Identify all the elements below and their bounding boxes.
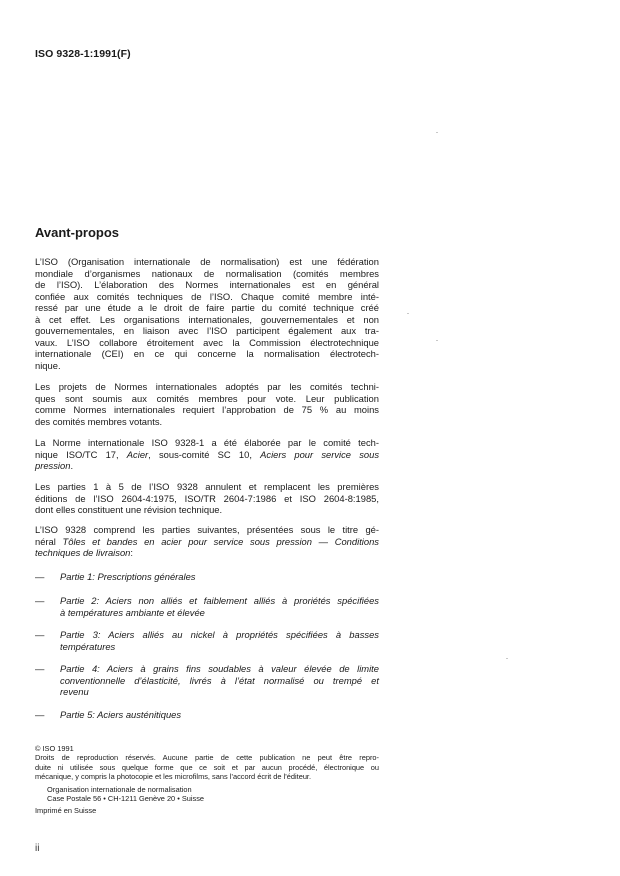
- text-line: L’ISO (Organisation internationale de normalisation) est une fédération: [35, 256, 379, 267]
- text-run-italic: Aciers pour service sous: [260, 448, 380, 460]
- text-run: nique ISO/TC 17,: [35, 448, 127, 460]
- text-line: éditions de l’ISO 2604-4:1975, ISO/TR 2604-7:1986 et ISO 2604-8:1985,: [35, 492, 379, 504]
- text-line: revenu: [60, 686, 89, 698]
- text-line: à températures ambiante et élevée: [60, 606, 205, 618]
- text-line: Partie 5: Aciers austénitiques: [60, 709, 182, 720]
- text-line: [35, 547, 379, 559]
- paragraph-supersedes: [35, 481, 379, 516]
- text-line: vaux. L’ISO collabore étroitement avec la Commission électrotechnique: [35, 336, 379, 348]
- text-line: La Norme internationale ISO 9328-1 a été élaborée par le comité tech-: [35, 437, 379, 448]
- text-run-italic: Acier: [126, 448, 149, 460]
- scan-speck: [436, 132, 438, 133]
- rights-line: mécanique, y compris la photocopie et les microfilms, sans l’accord écrit de l’éditeur.: [35, 772, 312, 782]
- text-run: néral: [35, 535, 63, 547]
- text-line: Partie 2: Aciers non alliés et faiblement alliés à proriétés spécifiées: [60, 595, 379, 606]
- text-line: ques sont soumis aux comités membres pour vote. Leur publication: [35, 392, 379, 404]
- text-line: confiée aux comités techniques de l’ISO. Chaque comité membre inté-: [35, 290, 379, 302]
- em-dash-bullet-icon: —: [35, 709, 45, 720]
- text-line: Les projets de Normes internationales adoptés par les comités techni-: [35, 381, 379, 392]
- text-line: conventionnelle d’élasticité, livrés à l’état normalisé ou trempé et: [60, 674, 379, 686]
- rights-line: duite ni utilisée sous quelque forme que ce soit et par aucun procédé, électronique ou: [35, 762, 379, 772]
- text-line: Les parties 1 à 5 de l’ISO 9328 annulent et remplacent les premières: [35, 481, 379, 492]
- text-line: comme Normes internationales requiert l’approbation de 75 % au moins: [35, 404, 379, 416]
- scan-speck: [436, 340, 438, 341]
- text-line: ressé par une étude a le droit de faire partie du comité technique créé: [35, 302, 379, 314]
- text-run-italic: techniques de livraison: [35, 547, 131, 559]
- rights-line: Droits de reproduction réservés. Aucune partie de cette publication ne peut être repro-: [35, 753, 379, 763]
- text-line: à cet effet. Les organisations internationales, gouvernementales et non: [35, 313, 379, 325]
- text-line: L’ISO 9328 comprend les parties suivantes, présentées sous le titre gé-: [35, 524, 379, 535]
- text-line: températures: [60, 640, 116, 652]
- em-dash-bullet-icon: —: [35, 595, 45, 606]
- text-line: Partie 3: Aciers alliés au nickel à propriétés spécifiées à basses: [60, 629, 379, 640]
- scan-speck: [506, 658, 508, 659]
- text-line: Partie 4: Aciers à grains fins soudables à valeur élevée de limite: [60, 663, 379, 674]
- printed-in: Imprimé en Suisse: [35, 806, 97, 816]
- scan-speck: [407, 313, 409, 314]
- paragraph-iso-intro: [35, 256, 379, 371]
- text-line: internationale (CEI) en ce qui concerne la normalisation électrotech-: [35, 348, 379, 360]
- text-run-italic: Tôles et bandes en acier pour service sous pression — Conditions: [62, 535, 379, 547]
- text-run: .: [70, 460, 74, 472]
- copyright-block: [35, 744, 379, 816]
- em-dash-bullet-icon: —: [35, 571, 45, 582]
- section-title: Avant-propos: [35, 225, 120, 240]
- text-run: :: [130, 547, 133, 559]
- publisher-address: Case Postale 56 • CH-1211 Genève 20 • Suisse: [47, 793, 205, 803]
- text-run: , sous-comité SC 10,: [148, 448, 261, 460]
- text-line: [35, 460, 379, 472]
- em-dash-bullet-icon: —: [35, 629, 45, 640]
- paragraph-voting: [35, 381, 379, 427]
- text-line: gouvernementales, en liaison avec l’ISO participent également aux tra-: [35, 325, 379, 337]
- copyright-notice: © ISO 1991: [35, 744, 74, 753]
- paragraph-parts-intro: [35, 524, 379, 559]
- text-line: [35, 449, 379, 461]
- page-number: ii: [35, 843, 40, 854]
- text-line: [35, 536, 379, 548]
- em-dash-bullet-icon: —: [35, 663, 45, 674]
- text-line: de l’ISO). L’élaboration des Normes internationales est en général: [35, 279, 379, 291]
- text-run-italic: pression: [35, 460, 71, 472]
- text-line: nique.: [35, 359, 61, 371]
- paragraph-committee: [35, 437, 379, 472]
- document-id: ISO 9328-1:1991(F): [35, 48, 131, 60]
- text-line: mondiale d’organismes nationaux de normalisation (comités membres: [35, 267, 379, 279]
- text-line: dont elles constituent une révision technique.: [35, 504, 223, 516]
- publisher-name: Organisation internationale de normalisation: [47, 784, 192, 794]
- text-line: Partie 1: Prescriptions générales: [60, 571, 196, 582]
- text-line: des comités membres votants.: [35, 415, 163, 427]
